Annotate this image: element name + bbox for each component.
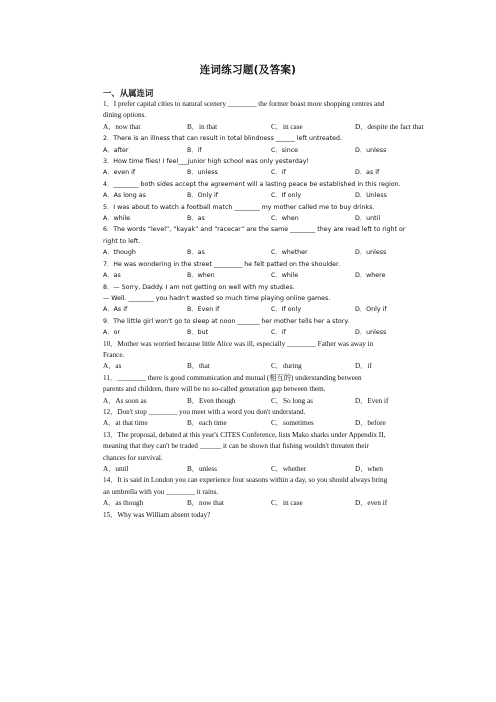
answer-option: D．where	[355, 272, 386, 280]
question-text: 5．I was about to watch a football match ________ my mother called me to buy drinks.	[103, 203, 375, 211]
question-text: 2．There is an illness that can result in total blindness ______ left untreated.	[103, 135, 342, 143]
question-item	[103, 156, 433, 179]
answer-options	[103, 464, 433, 475]
question-text: dining options.	[103, 111, 147, 120]
answer-option: D．unless	[355, 146, 387, 154]
answer-option: A．as though	[103, 499, 144, 508]
answer-option: A．after	[103, 146, 129, 154]
answer-option: B．in that	[187, 122, 218, 131]
question-text: 3．How time flies! I feel___junior high school was only yesterday!	[103, 158, 309, 166]
answer-option: B．each time	[187, 419, 227, 428]
question-item	[103, 282, 433, 316]
answer-option: A．As soon as	[103, 396, 147, 405]
question-text: 14．It is said in London you can experience four seasons within a day, so you should always bring	[103, 476, 388, 485]
answer-option: D．Only if	[355, 306, 387, 314]
question-text: an umbrella with you ________ it rains.	[103, 487, 219, 496]
answer-options	[103, 122, 433, 133]
answer-option: D．even if	[355, 499, 388, 508]
question-text: 15．Why was William absent today?	[103, 510, 211, 519]
answer-options	[103, 167, 433, 178]
question-item	[103, 224, 433, 258]
question-item	[103, 202, 433, 225]
answer-options	[103, 327, 433, 338]
answer-option: A．As long as	[103, 192, 146, 200]
question-text: 7．He was wondering in the street _________ he felt patted on the shoulder.	[103, 260, 341, 268]
answer-option: C．whether	[271, 249, 308, 257]
answer-option: A．until	[103, 465, 129, 473]
answer-option: D．as if	[355, 169, 380, 177]
answer-option: A．or	[103, 329, 121, 337]
question-text: 9．The little girl won't go to sleep at noon _______ her mother tells her a story.	[103, 317, 350, 325]
answer-option: B．but	[187, 329, 209, 337]
answer-option: C．So long as	[271, 396, 313, 405]
question-item	[103, 430, 433, 476]
answer-option: B．Even if	[187, 306, 220, 314]
answer-option: A．as	[103, 362, 122, 371]
answer-option: D．when	[355, 465, 383, 473]
question-text: 10．Mother was worried because little Alice was ill, especially ________ Father was away in	[103, 339, 374, 348]
question-item	[103, 259, 433, 282]
question-text: — Well. ________ you hadn't wasted so much time playing online games.	[103, 294, 331, 302]
question-text: 12．Don't stop ________ you meet with a word you don't understand.	[103, 407, 306, 416]
answer-option: B．unless	[187, 465, 217, 473]
answer-options	[103, 247, 433, 258]
answer-option: C．in case	[271, 122, 303, 131]
answer-options	[103, 396, 433, 407]
question-text: 6．The words “level”, “kayak” and “racecar” are the same ________ they are read left to right or	[103, 226, 406, 234]
question-text: 13．The proposal, debated at this year's CITES Conference, lists Mako sharks under Appendix II,	[103, 430, 386, 439]
answer-option: B．now that	[187, 499, 224, 508]
answer-option: C．when	[271, 215, 299, 223]
question-item	[103, 339, 433, 373]
answer-options	[103, 361, 433, 372]
answer-option: B．that	[187, 362, 210, 371]
question-item	[103, 99, 433, 133]
answer-option: A．as	[103, 272, 121, 280]
answer-option: B．when	[187, 272, 215, 280]
answer-option: A．now that	[103, 122, 141, 131]
question-text: 8．— Sorry, Daddy. I am not getting on well with my studies.	[103, 283, 295, 291]
question-text: parents and children, there will be no so-called generation gap between them.	[103, 385, 326, 394]
question-item	[103, 475, 433, 509]
question-text: right to left.	[103, 237, 141, 245]
answer-option: D．if	[355, 362, 372, 371]
answer-option: C．whether	[271, 465, 307, 473]
answer-options	[103, 213, 433, 224]
question-item	[103, 133, 433, 156]
answer-option: B．Even though	[187, 396, 236, 405]
answer-option: A．though	[103, 249, 136, 257]
answer-option: B．as	[187, 215, 205, 223]
answer-option: D．until	[355, 215, 381, 223]
question-text: 11．________ there is good communication and mutual (相互的) understanding between	[103, 373, 362, 382]
question-text: meaning that they can't be traded ______ it can be shown that fishing wouldn't threaten their	[103, 442, 369, 451]
answer-option: D．Unless	[355, 192, 387, 200]
answer-option: C．during	[271, 362, 302, 371]
answer-option: B．as	[187, 249, 205, 257]
answer-option: C．in case	[271, 499, 303, 508]
answer-options	[103, 190, 433, 201]
question-item	[103, 373, 433, 407]
answer-option: A．while	[103, 215, 131, 223]
question-item	[103, 407, 433, 430]
question-item	[103, 510, 433, 521]
question-text: France.	[103, 350, 125, 359]
answer-options	[103, 270, 433, 281]
answer-option: C．since	[271, 146, 299, 154]
answer-option: D．before	[355, 419, 386, 428]
answer-option: D．despite the fact that	[355, 122, 424, 131]
answer-options	[103, 304, 433, 315]
question-text: 4．________ both sides accept the agreement will a lasting peace be established in this region.	[103, 180, 401, 188]
answer-options	[103, 145, 433, 156]
answer-option: D．Even if	[355, 396, 389, 405]
answer-option: B．unless	[187, 169, 218, 177]
answer-option: A．As if	[103, 306, 128, 314]
section-heading: 一、从属连词	[103, 88, 154, 98]
question-item	[103, 316, 433, 339]
answer-option: B．Only if	[187, 192, 219, 200]
answer-option: C．while	[271, 272, 299, 280]
answer-option: A．at that time	[103, 419, 148, 428]
answer-option: C．If only	[271, 192, 302, 200]
question-item	[103, 179, 433, 202]
answer-option: C．if	[271, 329, 286, 337]
answer-option: D．unless	[355, 329, 387, 337]
answer-option: C．if	[271, 169, 286, 177]
page-title: 连词练习题(及答案)	[199, 64, 297, 76]
answer-option: A．even if	[103, 169, 136, 177]
question-text: 1．I prefer capital cities to natural scenery ________ the former boast more shopping centres and	[103, 100, 385, 108]
answer-option: B．if	[187, 146, 202, 154]
question-list	[103, 99, 433, 521]
answer-option: D．unless	[355, 249, 387, 257]
answer-option: C．If only	[271, 306, 302, 314]
answer-options	[103, 418, 433, 429]
answer-option: C．sometimes	[271, 419, 314, 428]
answer-options	[103, 498, 433, 509]
question-text: chances for survival.	[103, 453, 163, 462]
